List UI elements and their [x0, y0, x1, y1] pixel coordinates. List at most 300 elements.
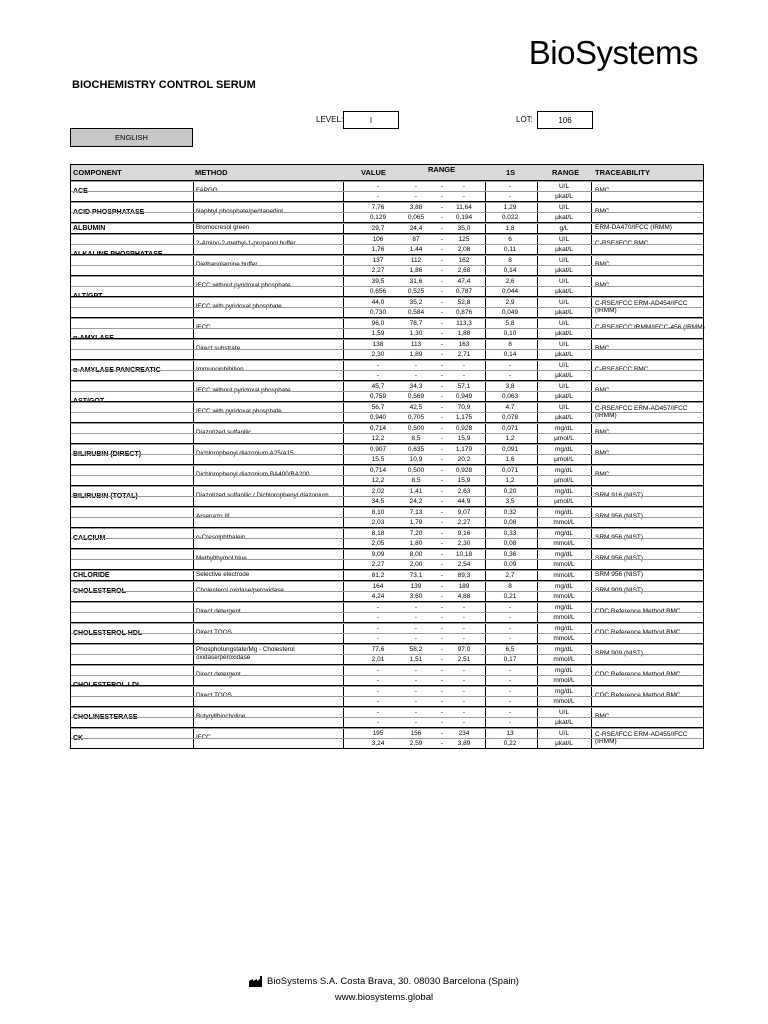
- range-separator: -: [440, 330, 444, 337]
- value-row: [71, 465, 703, 475]
- value-row: [71, 318, 703, 328]
- range-high: -: [462, 193, 466, 200]
- range-high: 3,89: [457, 740, 471, 747]
- header-component: COMPONENT: [73, 168, 122, 177]
- method-name: Methylthymol blue: [196, 555, 247, 562]
- value-row: [71, 234, 703, 244]
- unit: mg/dL: [554, 509, 574, 516]
- value: -: [376, 677, 380, 684]
- method-block: [71, 423, 703, 443]
- sd: 0,078: [501, 414, 519, 421]
- range-high: 1,175: [455, 414, 473, 421]
- component-name: CHOLINESTERASE: [73, 713, 138, 721]
- value-row: [71, 360, 703, 370]
- value: 2,30: [371, 351, 385, 358]
- sd: -: [508, 698, 512, 705]
- component-group: [70, 381, 704, 423]
- sd: -: [508, 372, 512, 379]
- value-row: [71, 265, 703, 275]
- value: 138: [372, 341, 384, 348]
- component-group: [70, 234, 704, 276]
- unit: U/L: [558, 236, 570, 243]
- sd: 0,022: [501, 214, 519, 221]
- traceability: BMC: [595, 713, 610, 721]
- sd: 0,10: [503, 330, 517, 337]
- traceability: C-RSE/IFCC BMC: [595, 366, 649, 374]
- value-row: [71, 675, 703, 685]
- sd: -: [508, 667, 512, 674]
- range-high: 1,88: [457, 330, 471, 337]
- footer-website[interactable]: www.biosystems.global: [334, 992, 434, 1003]
- range-separator: -: [440, 583, 444, 590]
- unit: µkat/L: [555, 309, 573, 316]
- range-low: -: [414, 635, 418, 642]
- range-separator: -: [440, 498, 444, 505]
- range-separator: -: [440, 404, 444, 411]
- traceability: BMC: [595, 208, 610, 216]
- value-row: [71, 507, 703, 517]
- method-name: IFCC without pyridoxal phosphate: [196, 387, 291, 394]
- range-high: 2,63: [457, 488, 471, 495]
- range-high: 0,876: [455, 309, 473, 316]
- range-separator: -: [440, 341, 444, 348]
- method-name: Direct substrate: [196, 345, 241, 352]
- range-separator: -: [440, 635, 444, 642]
- range-separator: -: [440, 519, 444, 526]
- method-name: Phosphotungstate/Mg - Cholesterol oxidase/peroxidase: [196, 646, 295, 661]
- range-separator: -: [440, 488, 444, 495]
- unit: mg/dL: [554, 551, 574, 558]
- range-separator: -: [440, 299, 444, 306]
- sd: -: [508, 183, 512, 190]
- value: 29,7: [371, 225, 385, 232]
- sd: 1,2: [505, 477, 515, 484]
- footer-company: BioSystems S.A. Costa Brava, 30. 08030 Barcelona (Spain): [267, 976, 519, 987]
- sd: 1,6: [505, 456, 515, 463]
- sd: -: [508, 677, 512, 684]
- traceability: CDC Reference Method BMC: [595, 608, 681, 616]
- method-block: [71, 338, 703, 359]
- method-name: Butyrylthiocholine: [196, 713, 246, 720]
- footer: [0, 976, 768, 1003]
- range-separator: -: [440, 677, 444, 684]
- range-high: 15,9: [457, 477, 471, 484]
- sd: -: [508, 709, 512, 716]
- value: -: [376, 698, 380, 705]
- range-separator: -: [440, 351, 444, 358]
- unit: µkat/L: [555, 246, 573, 253]
- range-low: -: [414, 362, 418, 369]
- range-high: 9,07: [457, 509, 471, 516]
- unit: U/L: [558, 709, 570, 716]
- range-high: 162: [458, 257, 470, 264]
- range-low: 35,2: [409, 299, 423, 306]
- range-high: 52,8: [457, 299, 471, 306]
- component-group: [70, 181, 704, 202]
- value-row: [71, 370, 703, 380]
- range-separator: -: [440, 540, 444, 547]
- value-row: [71, 738, 703, 748]
- header-range-units: RANGE: [552, 168, 580, 177]
- range-high: 35,0: [457, 225, 471, 232]
- sd: 0,091: [501, 446, 519, 453]
- method-block: [71, 381, 703, 401]
- method-block: [71, 464, 703, 485]
- method-name: Dichlorophenyl diazonium A25/A15: [196, 450, 294, 457]
- range-low: 1,41: [409, 488, 423, 495]
- range-low: 58,2: [409, 646, 423, 653]
- method-name: IFCC: [196, 324, 211, 331]
- sd: 13: [506, 730, 514, 737]
- value-row: [71, 623, 703, 633]
- unit: µmol/L: [554, 456, 574, 463]
- value-row: [71, 570, 703, 580]
- value-row: [71, 276, 703, 286]
- value-row: [71, 202, 703, 212]
- factory-icon: [249, 976, 263, 987]
- traceability: BMC: [595, 187, 610, 195]
- traceability: BMC: [595, 471, 610, 479]
- component-name: ALT/GPT: [73, 293, 103, 300]
- value: -: [376, 719, 380, 726]
- sd: 0,32: [503, 509, 517, 516]
- value: 8,18: [371, 530, 385, 537]
- range-separator: -: [440, 467, 444, 474]
- value: 15,5: [371, 456, 385, 463]
- range-high: -: [462, 614, 466, 621]
- component-name: ACE: [73, 187, 88, 195]
- range-high: 89,3: [457, 572, 471, 579]
- method-block: [71, 360, 703, 380]
- sd: 0,21: [503, 593, 517, 600]
- range-separator: -: [440, 572, 444, 579]
- value-row: [71, 212, 703, 222]
- sd: 0,049: [501, 309, 519, 316]
- unit: µkat/L: [555, 351, 573, 358]
- value-row: [71, 654, 703, 664]
- sd: 1,8: [505, 225, 515, 232]
- component-group: [70, 707, 704, 728]
- range-separator: -: [440, 204, 444, 211]
- range-high: 125: [458, 236, 470, 243]
- component-name: α-AMYLASE: [73, 335, 114, 342]
- unit: U/L: [558, 383, 570, 390]
- method-block: [71, 234, 703, 254]
- unit: mmol/L: [553, 572, 575, 579]
- range-high: -: [462, 183, 466, 190]
- value: 4,24: [371, 593, 385, 600]
- method-name: IFCC with pyridoxal phosphate: [196, 408, 282, 415]
- range-separator: -: [440, 393, 444, 400]
- unit: µkat/L: [555, 414, 573, 421]
- value: 0,714: [369, 425, 387, 432]
- range-separator: -: [440, 278, 444, 285]
- sd: 0,17: [503, 656, 517, 663]
- range-low: 8,5: [411, 435, 421, 442]
- range-low: 3,88: [409, 204, 423, 211]
- method-name: Dichlorophenyl diazonium BA400/BA200: [196, 471, 310, 478]
- unit: µkat/L: [555, 393, 573, 400]
- value-row: [71, 612, 703, 622]
- value-row: [71, 717, 703, 727]
- range-high: 2,08: [457, 246, 471, 253]
- sd: 0,20: [503, 488, 517, 495]
- range-low: 87: [412, 236, 420, 243]
- control-values-table: [70, 164, 704, 749]
- range-separator: -: [440, 225, 444, 232]
- range-low: 0,525: [407, 288, 425, 295]
- unit: mg/dL: [554, 646, 574, 653]
- method-block: [71, 602, 703, 622]
- value-row: [71, 528, 703, 538]
- value: 9,09: [371, 551, 385, 558]
- value-row: [71, 538, 703, 548]
- method-block: [71, 548, 703, 569]
- range-low: 24,2: [409, 498, 423, 505]
- range-low: 139: [410, 583, 422, 590]
- value-row: [71, 707, 703, 717]
- header-value: VALUE: [361, 168, 386, 177]
- range-high: 163: [458, 341, 470, 348]
- unit: mg/dL: [554, 446, 574, 453]
- range-low: 7,20: [409, 530, 423, 537]
- value-row: [71, 644, 703, 654]
- range-separator: -: [440, 414, 444, 421]
- value: 2,01: [371, 656, 385, 663]
- method-block: [71, 507, 703, 527]
- range-high: 4,88: [457, 593, 471, 600]
- range-low: 0,065: [407, 214, 425, 221]
- unit: U/L: [558, 204, 570, 211]
- range-separator: -: [440, 362, 444, 369]
- range-separator: -: [440, 193, 444, 200]
- value-row: [71, 433, 703, 443]
- value-row: [71, 444, 703, 454]
- range-separator: -: [440, 477, 444, 484]
- range-high: 0,787: [455, 288, 473, 295]
- header-method: METHOD: [195, 168, 228, 177]
- range-separator: -: [440, 667, 444, 674]
- value: -: [376, 604, 380, 611]
- value: 0,129: [369, 214, 387, 221]
- unit: mg/dL: [554, 467, 574, 474]
- unit: mg/dL: [554, 667, 574, 674]
- traceability: SRM 956 (NIST): [595, 555, 644, 563]
- range-high: 15,9: [457, 435, 471, 442]
- value: -: [376, 667, 380, 674]
- component-group: [70, 276, 704, 318]
- unit: µmol/L: [554, 435, 574, 442]
- method-name: Diethanolamine buffer: [196, 261, 258, 268]
- range-low: -: [414, 688, 418, 695]
- range-separator: -: [440, 593, 444, 600]
- method-block: [71, 643, 703, 664]
- range-high: 2,30: [457, 540, 471, 547]
- language-button[interactable]: ENGLISH: [70, 128, 193, 147]
- range-low: -: [414, 183, 418, 190]
- range-separator: -: [440, 309, 444, 316]
- value: 195: [372, 730, 384, 737]
- value: 56,7: [371, 404, 385, 411]
- traceability: BMC: [595, 282, 610, 290]
- range-high: -: [462, 372, 466, 379]
- level-field: I: [343, 111, 399, 129]
- method-name: 2-Amino-2-methyl-1-propanol buffer: [196, 240, 296, 247]
- unit: µkat/L: [555, 719, 573, 726]
- value-row: [71, 391, 703, 401]
- range-separator: -: [440, 257, 444, 264]
- value: 0,907: [369, 446, 387, 453]
- traceability: CDC Reference Method BMC: [595, 629, 681, 637]
- document-title: BIOCHEMISTRY CONTROL SERUM: [72, 79, 256, 91]
- method-block: [71, 202, 703, 222]
- value-row: [71, 223, 703, 233]
- value-row: [71, 549, 703, 559]
- value: 39,5: [371, 278, 385, 285]
- sd: 0,08: [503, 540, 517, 547]
- range-separator: -: [440, 530, 444, 537]
- unit: mmol/L: [553, 593, 575, 600]
- range-low: 0,569: [407, 393, 425, 400]
- brand-logo: BioSystems: [528, 34, 698, 71]
- method-name: Bromocresol green: [196, 224, 250, 231]
- component-name: AST/GOT: [73, 398, 105, 405]
- value: 12,2: [371, 435, 385, 442]
- range-high: -: [462, 688, 466, 695]
- range-high: 2,68: [457, 267, 471, 274]
- range-separator: -: [440, 730, 444, 737]
- range-separator: -: [440, 267, 444, 274]
- method-block: [71, 296, 703, 317]
- value: 81,2: [371, 572, 385, 579]
- component-group: [70, 665, 704, 707]
- component-name: ALBUMIN: [73, 224, 106, 232]
- component-name: CALCIUM: [73, 534, 106, 542]
- value-row: [71, 559, 703, 569]
- component-name: CHOLESTEROL LDL: [73, 682, 142, 689]
- range-low: 0,705: [407, 414, 425, 421]
- unit: mg/dL: [554, 604, 574, 611]
- value-row: [71, 665, 703, 675]
- range-separator: -: [440, 719, 444, 726]
- method-block: [71, 665, 703, 685]
- sd: 0,36: [503, 551, 517, 558]
- traceability: BMC: [595, 345, 610, 353]
- unit: mg/dL: [554, 625, 574, 632]
- value-row: [71, 402, 703, 412]
- range-low: 3,60: [409, 593, 423, 600]
- traceability: C-RSE/IFCC IRMM/IFCC-456 (IRMM): [595, 324, 705, 332]
- unit: mmol/L: [553, 656, 575, 663]
- range-high: 47,4: [457, 278, 471, 285]
- unit: U/L: [558, 362, 570, 369]
- unit: U/L: [558, 320, 570, 327]
- range-high: 0,949: [455, 393, 473, 400]
- value-row: [71, 454, 703, 464]
- range-low: 0,500: [407, 467, 425, 474]
- traceability: BMC: [595, 261, 610, 269]
- range-low: 7,13: [409, 509, 423, 516]
- component-group: [70, 223, 704, 234]
- unit: µmol/L: [554, 498, 574, 505]
- method-name: FAPGG: [196, 187, 218, 194]
- range-high: 2,54: [457, 561, 471, 568]
- value: 0,730: [369, 309, 387, 316]
- range-high: -: [462, 635, 466, 642]
- header-range: RANGE: [428, 165, 456, 174]
- method-name: IFCC: [196, 734, 211, 741]
- component-name: BILIRUBIN (DIRECT): [73, 450, 142, 458]
- range-high: -: [462, 709, 466, 716]
- sd: 8: [508, 341, 512, 348]
- traceability: C-RSE/IFCC ERM-AD455/IFCC (IRMM): [595, 730, 688, 745]
- value-row: [71, 244, 703, 254]
- method-name: Immunoinhibition: [196, 366, 244, 373]
- component-group: [70, 202, 704, 223]
- sd: -: [508, 688, 512, 695]
- value-row: [71, 686, 703, 696]
- range-high: 2,71: [457, 351, 471, 358]
- range-low: 42,5: [409, 404, 423, 411]
- value-row: [71, 297, 703, 307]
- method-name: Direct TOOS: [196, 692, 232, 699]
- range-separator: -: [440, 214, 444, 221]
- method-block: [71, 685, 703, 706]
- sd: 5,8: [505, 320, 515, 327]
- range-low: 1,89: [409, 351, 423, 358]
- range-separator: -: [440, 698, 444, 705]
- range-high: 189: [458, 583, 470, 590]
- value-row: [71, 633, 703, 643]
- value: 2,02: [371, 488, 385, 495]
- range-high: -: [462, 719, 466, 726]
- range-separator: -: [440, 320, 444, 327]
- range-low: 156: [410, 730, 422, 737]
- range-low: 0,635: [407, 446, 425, 453]
- unit: mmol/L: [553, 677, 575, 684]
- sd: 3,5: [505, 498, 515, 505]
- value-row: [71, 181, 703, 191]
- traceability: SRM 956 (NIST): [595, 513, 644, 521]
- header-sd: 1S: [506, 168, 516, 177]
- range-low: 34,3: [409, 383, 423, 390]
- method-block: [71, 181, 703, 201]
- sd: -: [508, 193, 512, 200]
- value: -: [376, 362, 380, 369]
- level-label: LEVEL:: [316, 115, 344, 124]
- method-name: Selective electrode: [196, 571, 250, 578]
- unit: mg/dL: [554, 583, 574, 590]
- range-separator: -: [440, 509, 444, 516]
- sd: 0,33: [503, 530, 517, 537]
- value: 3,24: [371, 740, 385, 747]
- unit: U/L: [558, 404, 570, 411]
- unit: µkat/L: [555, 193, 573, 200]
- value: 106: [372, 236, 384, 243]
- method-block: [71, 401, 703, 422]
- value: -: [376, 372, 380, 379]
- table-header: [70, 164, 704, 181]
- method-name: Direct detergent: [196, 608, 241, 615]
- value: -: [376, 183, 380, 190]
- range-low: -: [414, 372, 418, 379]
- range-separator: -: [440, 551, 444, 558]
- unit: g/L: [559, 225, 569, 232]
- method-name: Diazotized sulfanilic / Dichlorophenyl diazonium: [196, 492, 329, 499]
- method-name: Direct detergent: [196, 671, 241, 678]
- range-high: 2,27: [457, 519, 471, 526]
- sd: 8: [508, 583, 512, 590]
